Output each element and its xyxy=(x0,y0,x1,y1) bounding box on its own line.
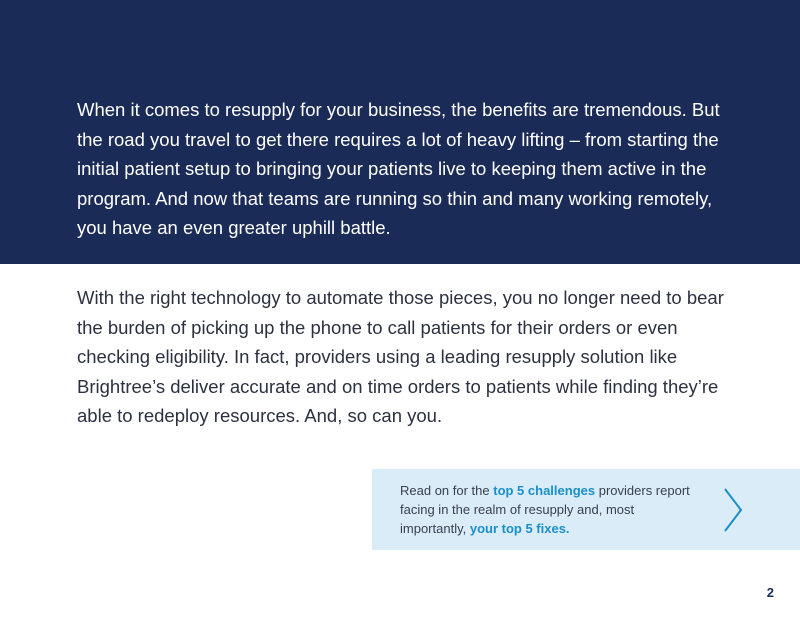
callout-box xyxy=(372,469,800,550)
callout-highlight-fixes: your top 5 fixes. xyxy=(469,521,570,536)
callout-text-lead: Read on for the xyxy=(400,483,494,498)
intro-banner xyxy=(0,0,800,264)
callout-text-middle: providers report facing in the realm of resupply and, most importantly, xyxy=(400,483,690,536)
page-number: 2 xyxy=(766,585,774,600)
chevron-right-icon[interactable] xyxy=(721,486,745,534)
callout-text xyxy=(400,481,700,538)
intro-paragraph: When it comes to resupply for your business, the benefits are tremendous. But the road you travel to get there requires a lot of heavy lifting – from starting the initial patient setup to bringing your patients live to keeping them active in the program. And now that teams are running so thin and many working remotely, you have an even greater uphill battle. xyxy=(77,99,720,238)
callout-highlight-challenges: top 5 challenges xyxy=(493,483,596,498)
body-paragraph: With the right technology to automate those pieces, you no longer need to bear the burden of picking up the phone to call patients for their orders or even checking eligibility. In fact, providers using a leading resupply solution like Brightree’s deliver accurate and on time orders to patients while finding they’re able to redeploy resources. And, so can you. xyxy=(77,287,724,426)
